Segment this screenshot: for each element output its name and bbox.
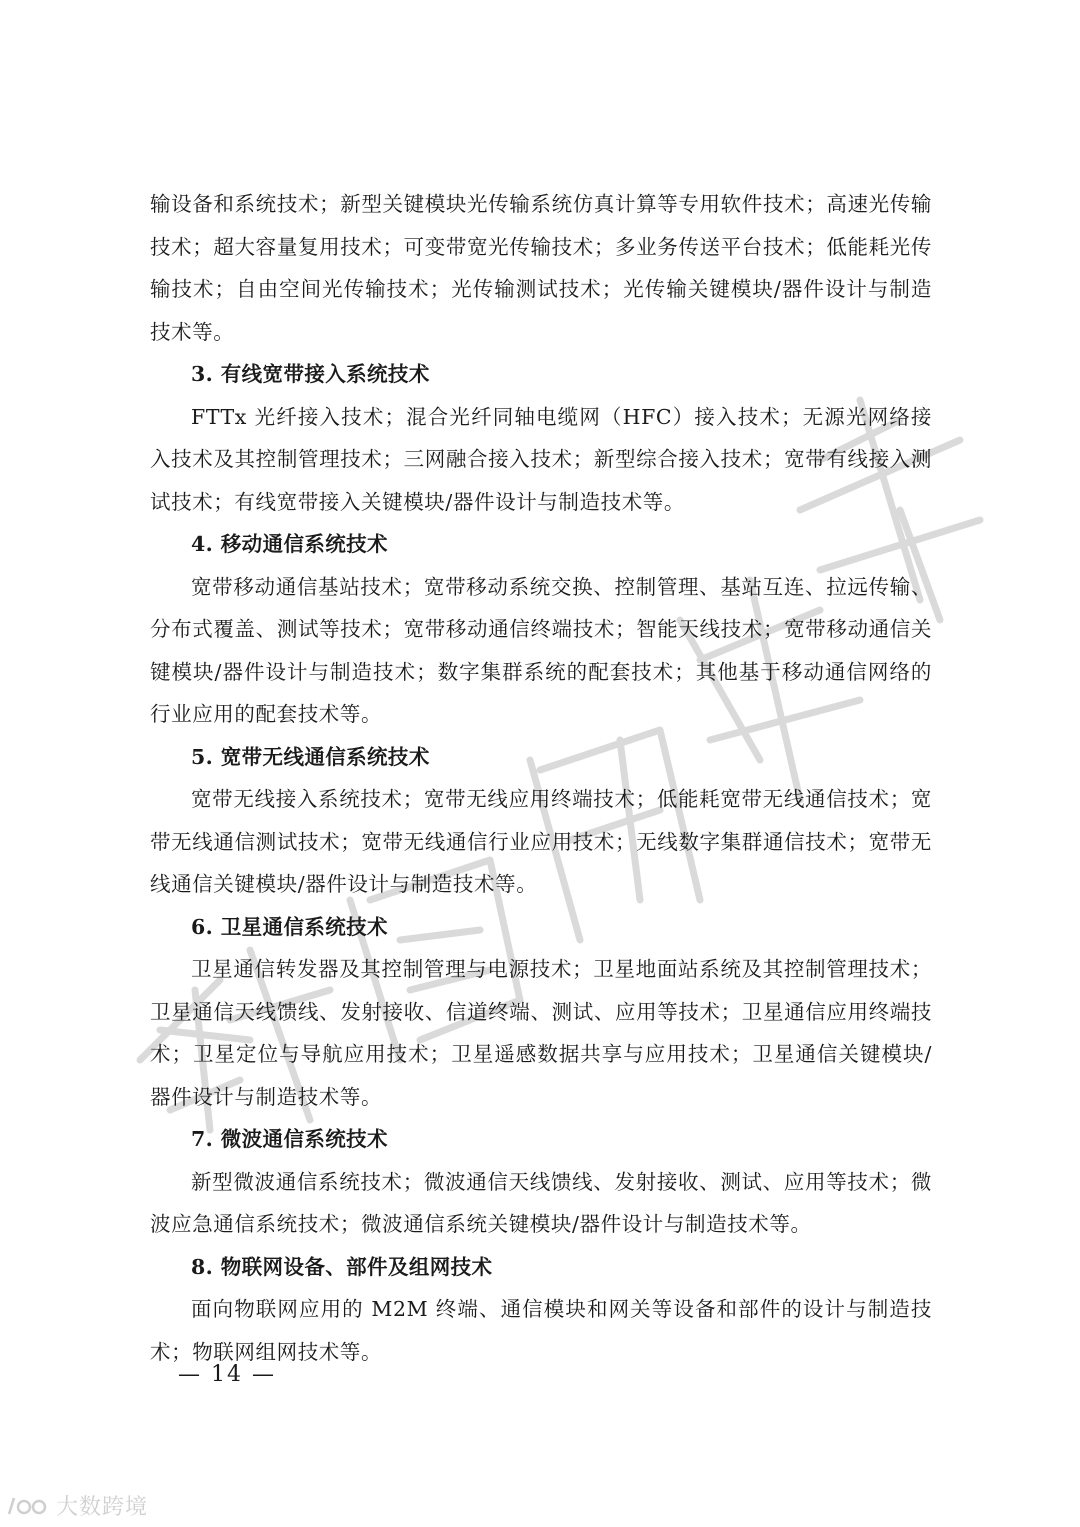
page-number: — 14 — [178,1362,276,1387]
section-body-5: 宽带无线接入系统技术；宽带无线应用终端技术；低能耗宽带无线通信技术；宽带无线通信测试技术；宽带无线通信行业应用技术；无线数字集群通信技术；宽带无线通信关键模块/器件设计与制造技术等。 [150,787,932,896]
section-body-6: 卫星通信转发器及其控制管理与电源技术；卫星地面站系统及其控制管理技术；卫星通信天线馈线、发射接收、信道终端、测试、应用等技术；卫星通信应用终端技术；卫星定位与导航应用技术；卫星遥感数据共享与应用技术；卫星通信关键模块/器件设计与制造技术等。 [150,957,932,1109]
section-body-7: 新型微波通信系统技术；微波通信天线馈线、发射接收、测试、应用等技术；微波应急通信系统技术；微波通信系统关键模块/器件设计与制造技术等。 [150,1169,932,1236]
brand-logo-text: 大数跨境 [56,1495,149,1520]
section-heading-5: 5. 宽带无线通信系统技术 [191,744,430,769]
section-heading-7: 7. 微波通信系统技术 [191,1127,388,1151]
section-heading-3: 3. 有线宽带接入系统技术 [191,362,430,386]
brand-watermark [6,1490,148,1521]
document-body [150,183,932,1373]
section-body-3: FTTx 光纤接入技术；混合光纤同轴电缆网（HFC）接入技术；无源光网络接入技术及其控制管理技术；三网融合接入技术；新型综合接入技术；宽带有线接入测试技术；有线宽带接入关键模块/器件设计与制造技术等。 [150,404,932,514]
section-body-4: 宽带移动通信基站技术；宽带移动系统交换、控制管理、基站互连、拉远传输、分布式覆盖、测试等技术；宽带移动通信终端技术；智能天线技术；宽带移动通信关键模块/器件设计与制造技术；数字集群系统的配套技术；其他基于移动通信网络的行业应用的配套技术等。 [150,574,932,726]
intro-paragraph: 输设备和系统技术；新型关键模块光传输系统仿真计算等专用软件技术；高速光传输技术；超大容量复用技术；可变带宽光传输技术；多业务传送平台技术；低能耗光传输技术；自由空间光传输技术；光传输测试技术；光传输关键模块/器件设计与制造技术等。 [150,192,932,344]
section-heading-8: 8. 物联网设备、部件及组网技术 [191,1254,493,1279]
section-heading-4: 4. 移动通信系统技术 [191,532,388,556]
section-heading-6: 6. 卫星通信系统技术 [191,914,388,939]
brand-logo-icon [6,1494,50,1518]
section-body-8: 面向物联网应用的 M2M 终端、通信模块和网关等设备和部件的设计与制造技术；物联网组网技术等。 [150,1297,932,1364]
